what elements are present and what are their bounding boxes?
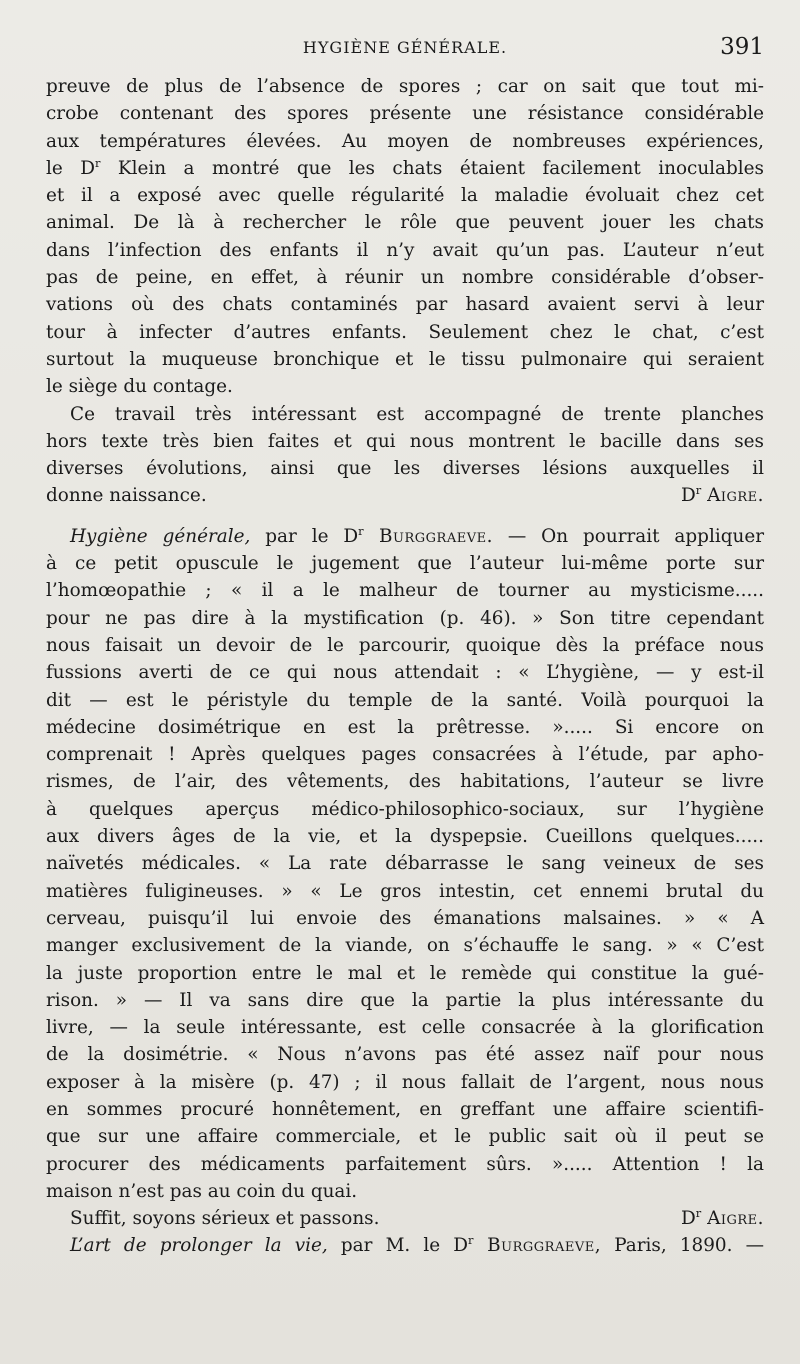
review-by-superscript: r (468, 1233, 474, 1248)
paragraph-continuation (46, 73, 764, 401)
page-header (46, 34, 764, 66)
text-line: de la dosimétrie. « Nous n’avons pas été assez naïf pour nous (46, 1044, 764, 1066)
text-fragment: Paris, 1890. — (601, 1235, 764, 1257)
review-title-line (46, 523, 764, 550)
text-line: nous faisait un devoir de le parcourir, quoique dès la préface nous (46, 634, 764, 656)
text-line: cerveau, puisqu’il lui envoie des émanations malsaines. » « A (46, 907, 764, 929)
signature-superscript: r (695, 483, 702, 498)
text-line: hors texte très bien faites et qui nous montrent le bacille dans ses (46, 430, 764, 452)
review-title: Hygiène générale, (70, 525, 251, 547)
review-title: L’art de prolonger la vie, (70, 1235, 328, 1257)
review-by: par le D (250, 525, 359, 547)
review-by-superscript: r (358, 523, 364, 538)
text-line-with-signature (46, 482, 764, 509)
section-spacer (46, 510, 764, 523)
text-line: aux températures élevées. Au moyen de nombreuses expériences, (46, 130, 764, 152)
signature-superscript: r (695, 1206, 702, 1221)
text-line: maison n’est pas au coin du quai. (46, 1180, 358, 1202)
running-head: HYGIÈNE GÉNÉRALE. (302, 38, 508, 57)
text-line: dans l’infection des enfants il n’y avait qu’un pas. L’auteur n’eut (46, 239, 764, 261)
text-line: à quelques aperçus médico-philosophico-sociaux, sur l’hygiène (46, 798, 764, 820)
text-line: rison. » — Il va sans dire que la partie la plus intéressante du (46, 989, 764, 1011)
text-line: livre, — la seule intéressante, est celle consacrée à la glorification (46, 1017, 764, 1039)
closing-text: Suffit, soyons sérieux et passons. (70, 1208, 380, 1230)
review-hygiene-generale (46, 523, 764, 1233)
signature (681, 1205, 764, 1232)
text-line: pour ne pas dire à la mystification (p. 46). » Son titre cependant (46, 607, 764, 629)
text-line: que sur une affaire commerciale, et le public sait où il peut se (46, 1126, 764, 1148)
text-line: l’homœopathie ; « il a le malheur de tourner au mysticisme..... (46, 580, 764, 602)
signature-prefix: D (681, 1208, 696, 1230)
text-line: le siège du contage. (46, 376, 233, 398)
text-fragment: donne naissance. (46, 485, 207, 507)
text-line: fussions averti de ce qui nous attendait : « L’hygiène, — y est-il (46, 662, 764, 684)
body-text (46, 73, 764, 1260)
text-fragment: — On pourrait appliquer (492, 525, 764, 547)
text-line: naïvetés médicales. « La rate débarrasse le sang veineux de ses (46, 853, 764, 875)
text-line: surtout la muqueuse bronchique et le tissu pulmonaire qui seraient (46, 348, 764, 370)
page-number: 391 (720, 34, 764, 60)
text-line: et il a exposé avec quelle régularité la maladie évoluait chez cet (46, 185, 764, 207)
review-by: par M. le D (327, 1235, 469, 1257)
text-line: preuve de plus de l’absence de spores ; car on sait que tout mi- (46, 76, 764, 97)
review-title-line (46, 1232, 764, 1259)
signature-name: Aigre. (707, 485, 764, 507)
doctor-superscript: r (94, 155, 101, 170)
review-author: Burggraeve. (363, 525, 493, 547)
signature-prefix: D (681, 485, 696, 507)
text-line: médecine dosimétrique en est la prêtresse. »..... Si encore on (46, 716, 764, 738)
text-line-with-doctor (46, 155, 764, 182)
text-line: vations où des chats contaminés par hasard avaient servi à leur (46, 294, 764, 316)
doctor-prefix: le D (46, 157, 95, 179)
closing-line-with-signature (46, 1205, 764, 1232)
text-line: procurer des médicaments parfaitement sûrs. »..... Attention ! la (46, 1153, 764, 1175)
text-fragment: Klein a montré que les chats étaient facilement inoculables (117, 157, 764, 179)
paragraph-summary (46, 401, 764, 510)
text-line: à ce petit opuscule le jugement que l’auteur lui-même porte sur (46, 553, 764, 575)
text-line: pas de peine, en effet, à réunir un nombre considérable d’obser- (46, 267, 764, 289)
text-line: la juste proportion entre le mal et le remède qui constitue la gué- (46, 962, 764, 984)
text-line: diverses évolutions, ainsi que les diverses lésions auxquelles il (46, 458, 764, 480)
text-line: dit — est le péristyle du temple de la santé. Voilà pourquoi la (46, 689, 764, 711)
text-line: manger exclusivement de la viande, on s’échauffe le sang. » « C’est (46, 935, 764, 957)
text-line: en sommes procuré honnêtement, en greffant une affaire scientifi- (46, 1098, 764, 1120)
text-line: aux divers âges de la vie, et la dyspepsie. Cueillons quelques..... (46, 826, 764, 848)
text-line: exposer à la misère (p. 47) ; il nous fallait de l’argent, nous nous (46, 1071, 764, 1093)
text-line: matières fuligineuses. » « Le gros intestin, cet ennemi brutal du (46, 880, 764, 902)
text-line: Ce travail très intéressant est accompagné de trente planches (70, 403, 764, 425)
review-art-de-prolonger (46, 1232, 764, 1259)
review-author: Burggraeve, (473, 1235, 602, 1257)
text-line: tour à infecter d’autres enfants. Seulement chez le chat, c’est (46, 321, 764, 343)
text-line: crobe contenant des spores présente une résistance considérable (46, 103, 764, 125)
signature (681, 482, 764, 509)
text-line: rismes, de l’air, des vêtements, des habitations, l’auteur se livre (46, 771, 764, 793)
text-line: animal. De là à rechercher le rôle que peuvent jouer les chats (46, 212, 764, 234)
text-line: comprenait ! Après quelques pages consacrées à l’étude, par apho- (46, 744, 764, 766)
signature-name: Aigre. (707, 1208, 764, 1230)
